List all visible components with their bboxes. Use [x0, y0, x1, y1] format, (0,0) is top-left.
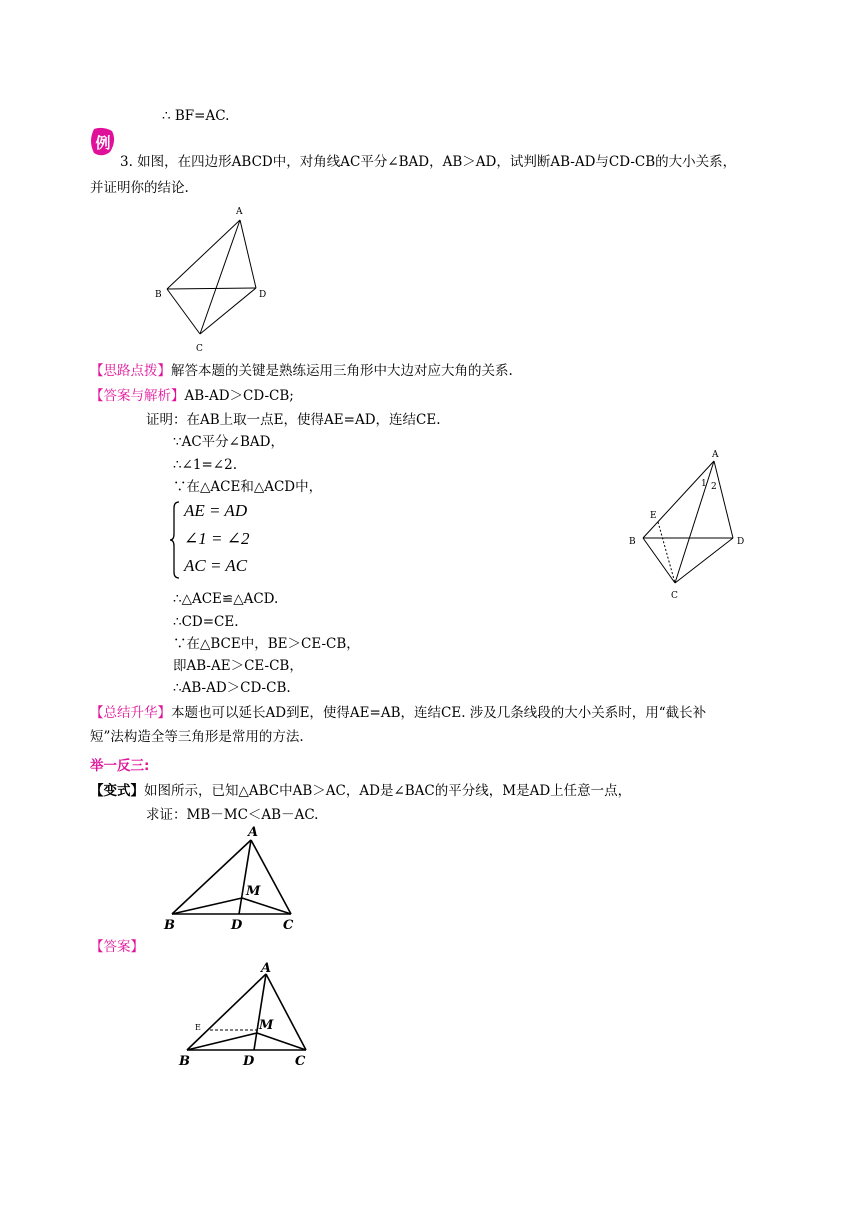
- answer-line: [90, 386, 294, 406]
- hint-line: [90, 361, 513, 381]
- fig2-label-c: C: [671, 591, 678, 601]
- fig3-label-a: A: [248, 825, 259, 840]
- fig2-label-b: B: [629, 537, 636, 547]
- summary-tag: 【总结升华】: [90, 705, 171, 721]
- summary-line-2: 短”法构造全等三角形是常用的方法.: [90, 729, 304, 745]
- practice-title: 举一反三:: [90, 758, 150, 774]
- system-eq-2: ∠1 = ∠2: [184, 529, 250, 548]
- fig1-label-a: A: [236, 207, 243, 217]
- variant-tag: 【变式】: [90, 783, 144, 799]
- system-eq-1: AE = AD: [184, 501, 248, 520]
- fig3-label-m: M: [246, 884, 261, 899]
- fig4-label-m: M: [259, 1018, 274, 1033]
- fig4-label-e: E: [195, 1023, 201, 1032]
- proof2-line-5: ∴AB-AD＞CD-CB.: [173, 680, 291, 696]
- problem-line-1: 3. 如图，在四边形ABCD中，对角线AC平分∠BAD，AB＞AD，试判断AB-AD与CD-CB的大小关系，: [120, 154, 737, 170]
- fig3-label-c: C: [283, 918, 294, 933]
- fig4-label-c: C: [295, 1054, 306, 1069]
- proof2-line-1: ∴△ACE≌△ACD.: [173, 591, 279, 607]
- proof-line-2: ∵AC平分∠BAD，: [173, 434, 284, 450]
- fig4-label-b: B: [179, 1054, 190, 1069]
- figure-variant-triangle: [160, 822, 305, 937]
- fig3-label-d: D: [231, 918, 243, 933]
- hint-text: 解答本题的关键是熟练运用三角形中大边对应大角的关系.: [171, 363, 513, 379]
- summary-text-1: 本题也可以延长AD到E，使得AE=AB，连结CE. 涉及几条线段的大小关系时，用“截长补: [171, 705, 707, 721]
- proof-line-3: ∴∠1=∠2.: [173, 457, 237, 473]
- system-eq-3: AC = AC: [184, 556, 248, 575]
- proof2-line-4: 即AB-AE＞CE-CB，: [173, 658, 303, 674]
- system-brace: [168, 500, 182, 580]
- svg-text:例: 例: [95, 134, 111, 152]
- problem-line-2: 并证明你的结论.: [90, 180, 189, 196]
- fig2-label-1: 1: [701, 479, 707, 489]
- variant-prove: 求证：MB－MC＜AB－AC.: [146, 807, 319, 823]
- fig2-label-2: 2: [711, 482, 717, 492]
- fig3-label-b: B: [164, 918, 175, 933]
- fig1-label-c: C: [196, 344, 203, 354]
- proof-line-1: 证明：在AB上取一点E，使得AE=AD，连结CE.: [146, 412, 441, 428]
- answer2-tag: 【答案】: [90, 939, 144, 955]
- top-line: ∴ BF=AC.: [162, 108, 230, 124]
- figure-quadrilateral-abcd: [150, 200, 280, 360]
- proof2-line-2: ∴CD=CE.: [173, 614, 239, 630]
- fig1-label-b: B: [155, 290, 162, 300]
- variant-text: 如图所示，已知△ABC中AB＞AC，AD是∠BAC的平分线，M是AD上任意一点，: [144, 783, 632, 799]
- fig4-label-d: D: [243, 1054, 255, 1069]
- fig1-label-d: D: [259, 290, 267, 300]
- fig2-label-d: D: [737, 537, 745, 547]
- figure-proof-abcde: [620, 445, 760, 605]
- variant-line: [90, 781, 631, 801]
- summary-line-1: [90, 703, 706, 723]
- answer-tag: 【答案与解析】: [90, 388, 185, 404]
- figure-answer-triangle: [175, 958, 320, 1073]
- proof-line-4: ∵在△ACE和△ACD中，: [173, 479, 323, 495]
- hint-tag: 【思路点拨】: [90, 363, 171, 379]
- example-badge-icon: [90, 127, 116, 157]
- fig4-label-a: A: [261, 961, 272, 976]
- fig2-label-a: A: [712, 450, 719, 460]
- fig2-label-e: E: [650, 511, 657, 521]
- answer-text: AB-AD＞CD-CB;: [184, 388, 294, 404]
- proof2-line-3: ∵在△BCE中，BE＞CE-CB，: [173, 636, 360, 652]
